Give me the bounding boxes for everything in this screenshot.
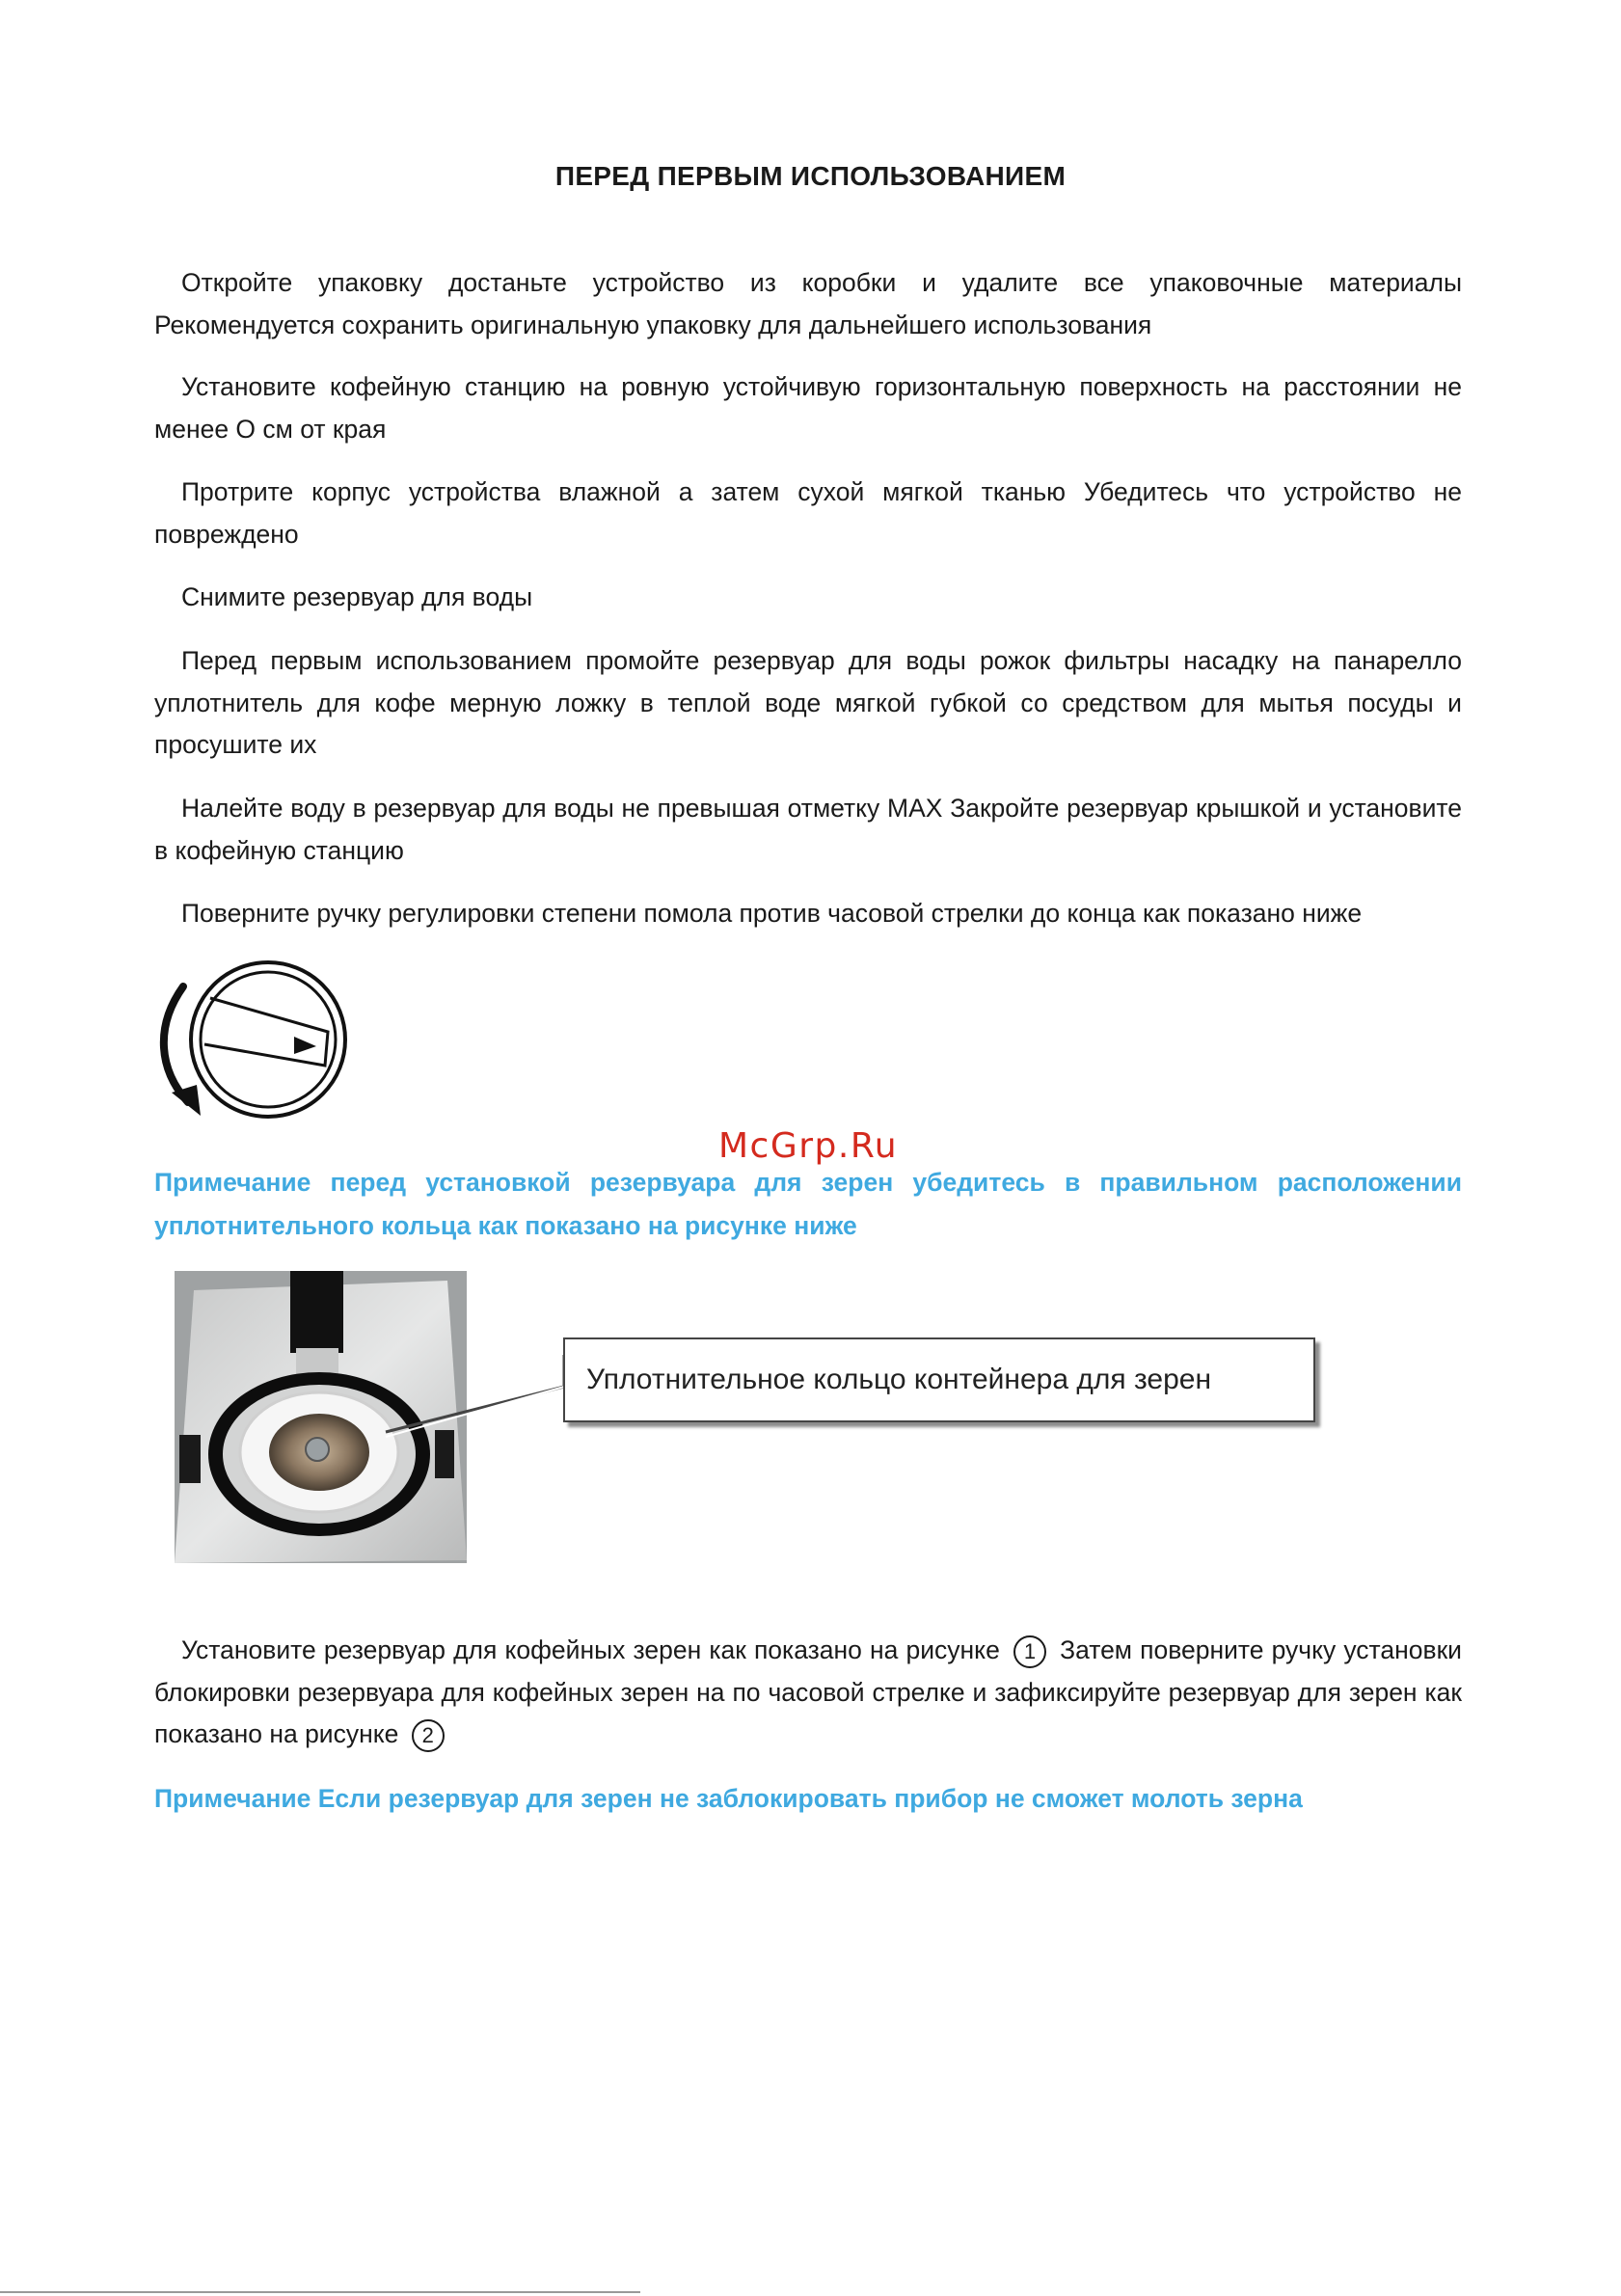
paragraph-placement: Установите кофейную станцию на ровную устойчивую горизонтальную поверхность на расстоянии не менее О см от края xyxy=(154,372,1462,444)
paragraph-wipe: Протрите корпус устройства влажной а затем сухой мягкой тканью Убедитесь что устройство не повреждено xyxy=(154,477,1462,549)
note-lock-hopper: Примечание Если резервуар для зерен не заблокировать прибор не сможет молоть зерна xyxy=(154,1784,1303,1813)
figure-marker-2: 2 xyxy=(412,1719,445,1752)
grind-knob-illustration xyxy=(154,959,357,1123)
knob-inner-ring xyxy=(201,972,336,1107)
paragraph-wash: Перед первым использованием промойте резервуар для воды рожок фильтры насадку на панарелло уплотнитель для кофе мерную ложку в теплой воде мягкой губкой со средством для мытья посуды и просушите их xyxy=(154,646,1462,759)
watermark: McGrp.Ru xyxy=(718,1126,899,1166)
knob-pointer-icon xyxy=(294,1037,316,1054)
footer-rule xyxy=(0,2291,640,2293)
rotation-arrow-icon xyxy=(164,986,188,1102)
left-clip xyxy=(179,1435,201,1483)
burr-center-nut xyxy=(306,1438,329,1461)
page-title: ПЕРЕД ПЕРВЫМ ИСПОЛЬЗОВАНИЕМ xyxy=(554,161,1067,191)
figure-marker-1: 1 xyxy=(1013,1635,1046,1668)
knob-outer-ring xyxy=(191,962,345,1117)
paragraph-unpack: Откройте упаковку достаньте устройство из коробки и удалите все упаковочные материалы Рекомендуется сохранить оригинальную упаковку для дальнейшего использования xyxy=(154,268,1462,339)
paragraph-install-bean-hopper: Установите резервуар для кофейных зерен как показано на рисунке 1 Затем поверните ручку установки блокировки резервуара для кофейных зерен на по часовой стрелке и зафиксируйте резервуар для зерен как показано на рисунке 2 xyxy=(154,1630,1462,1756)
note-seal-ring: Примечание перед установкой резервуара для зерен убедитесь в правильном расположении уплотнительного кольца как показано на рисунке ниже xyxy=(154,1168,1462,1240)
seal-ring-callout: Уплотнительное кольцо контейнера для зерен xyxy=(563,1337,1315,1422)
paragraph-grind-knob: Поверните ручку регулировки степени помола против часовой стрелки до конца как показано ниже xyxy=(181,899,1363,928)
paragraph-remove-tank: Снимите резервуар для воды xyxy=(181,582,533,611)
paragraph-fill-water: Налейте воду в резервуар для воды не превышая отметку MAX Закройте резервуар крышкой и установите в кофейную станцию xyxy=(154,794,1462,865)
spout-tube xyxy=(290,1271,343,1353)
callout-leader-line xyxy=(366,1331,579,1446)
knob-slot xyxy=(204,998,328,1066)
